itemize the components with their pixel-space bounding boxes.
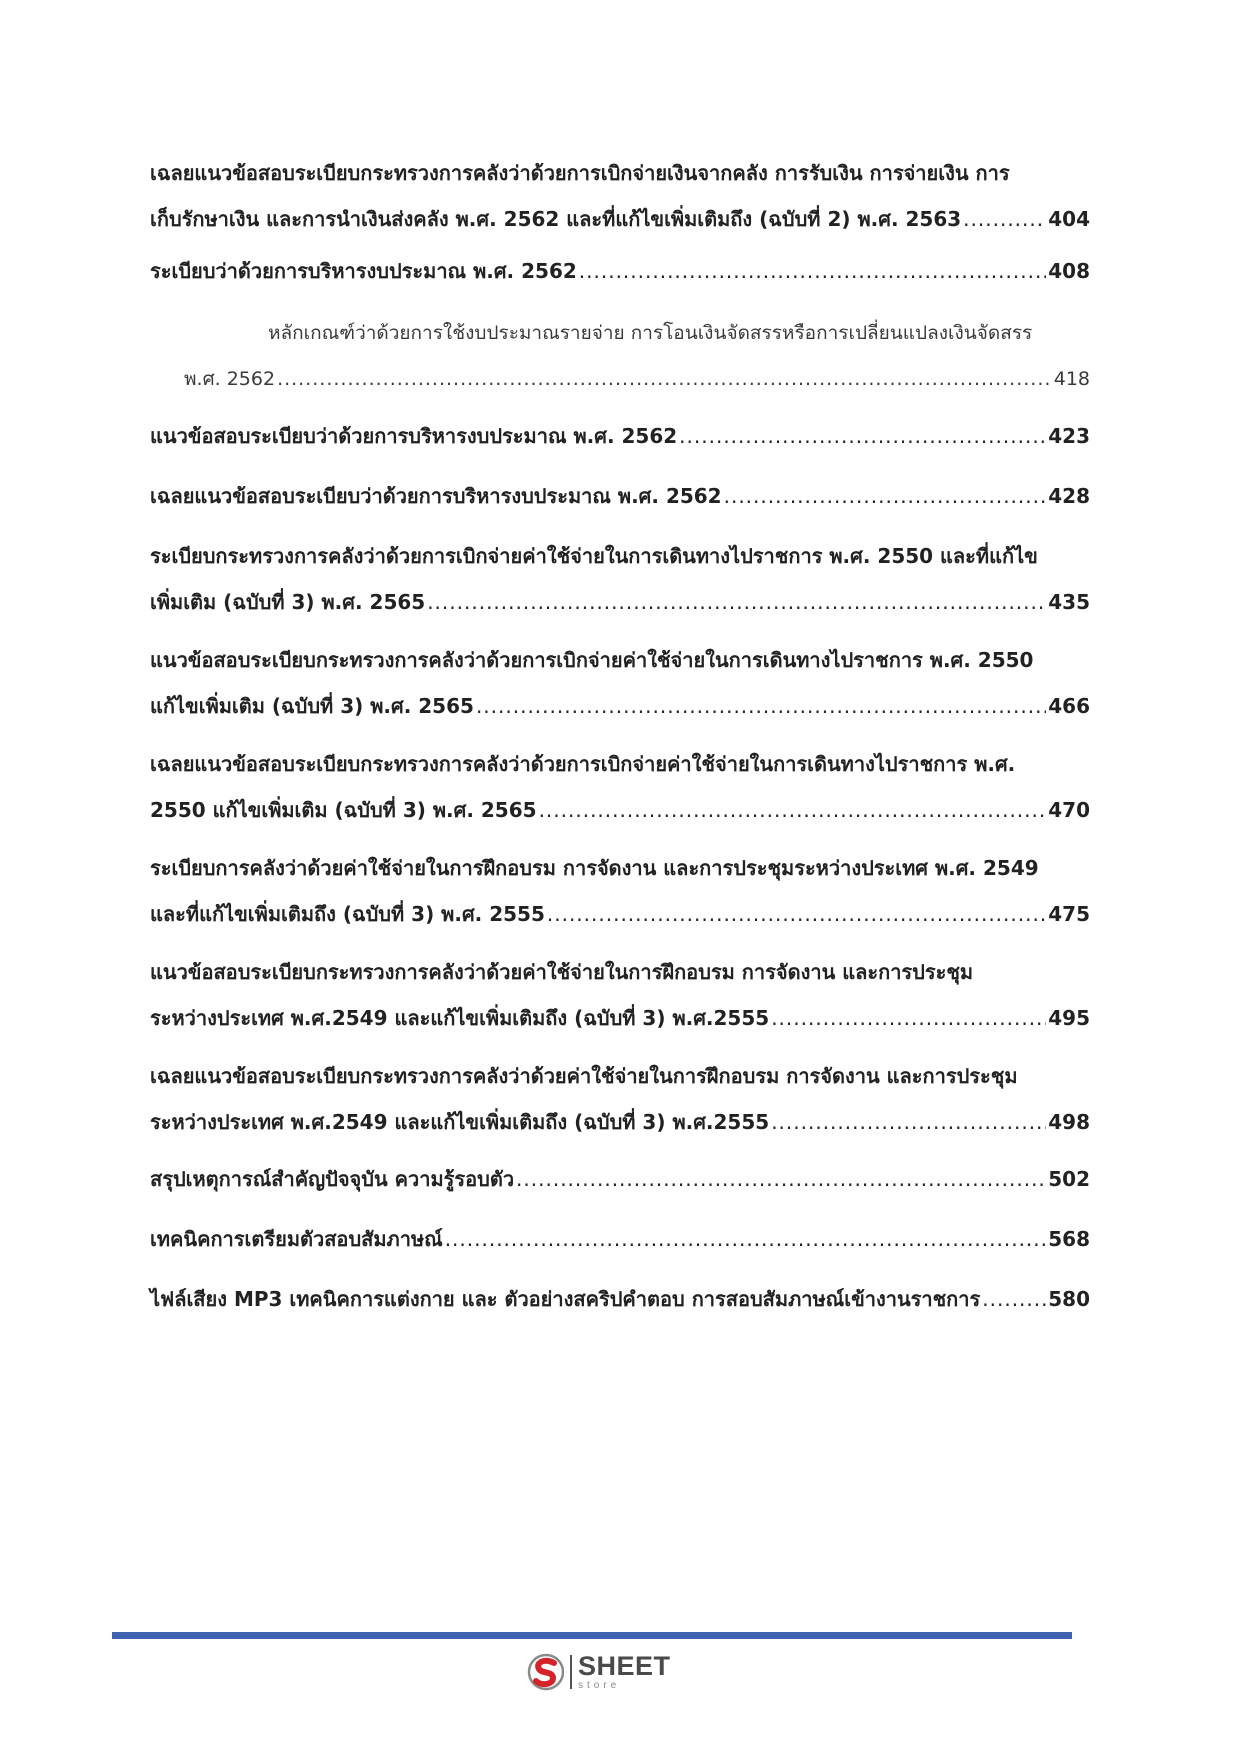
toc-entry-title: เก็บรักษาเงิน และการนำเงินส่งคลัง พ.ศ. 2562 และที่แก้ไขเพิ่มเติมถึง (ฉบับที่ 2) พ.ศ. 2563 bbox=[150, 207, 962, 231]
toc-entry-title: 2550 แก้ไขเพิ่มเติม (ฉบับที่ 3) พ.ศ. 2565 bbox=[150, 798, 537, 822]
dot-leader bbox=[982, 1276, 1046, 1322]
toc-page-number: 435 bbox=[1048, 590, 1090, 614]
toc-entry-title: ไฟล์เสียง MP3 เทคนิคการแต่งกาย และ ตัวอย่างสคริปคำตอบ การสอบสัมภาษณ์เข้างานราชการ bbox=[150, 1287, 981, 1311]
dot-leader bbox=[427, 579, 1046, 625]
dot-leader bbox=[963, 196, 1046, 242]
footer-rule bbox=[112, 1632, 1072, 1639]
toc-page-number: 428 bbox=[1048, 484, 1090, 508]
dot-leader bbox=[476, 683, 1046, 729]
toc-entry[interactable] bbox=[150, 248, 1090, 294]
toc-entry-line: เฉลยแนวข้อสอบระเบียบกระทรวงการคลังว่าด้วยการเบิกจ่ายค่าใช้จ่ายในการเดินทางไปราชการ พ.ศ. bbox=[150, 752, 1016, 776]
logo-divider bbox=[570, 1655, 572, 1689]
toc-entry[interactable] bbox=[150, 413, 1090, 459]
toc-page-number: 418 bbox=[1053, 368, 1090, 390]
toc-entry-line: แนวข้อสอบระเบียบกระทรวงการคลังว่าด้วยการเบิกจ่ายค่าใช้จ่ายในการเดินทางไปราชการ พ.ศ. 2550 bbox=[150, 648, 1034, 672]
toc-entry[interactable] bbox=[150, 949, 1090, 1041]
toc-entry[interactable] bbox=[150, 150, 1090, 242]
dot-leader bbox=[539, 787, 1047, 833]
toc-entry[interactable] bbox=[150, 741, 1090, 833]
toc-entry[interactable] bbox=[150, 637, 1090, 729]
toc-entry[interactable] bbox=[150, 473, 1090, 519]
toc-entry-title: แก้ไขเพิ่มเติม (ฉบับที่ 3) พ.ศ. 2565 bbox=[150, 694, 474, 718]
toc-entry-title: และที่แก้ไขเพิ่มเติมถึง (ฉบับที่ 3) พ.ศ. 2555 bbox=[150, 902, 545, 926]
toc-entry-line: แนวข้อสอบระเบียบกระทรวงการคลังว่าด้วยค่าใช้จ่ายในการฝึกอบรม การจัดงาน และการประชุม bbox=[150, 960, 974, 984]
toc-entry[interactable] bbox=[150, 1216, 1090, 1262]
toc-entry-line: เฉลยแนวข้อสอบระเบียบกระทรวงการคลังว่าด้วยค่าใช้จ่ายในการฝึกอบรม การจัดงาน และการประชุม bbox=[150, 1064, 1018, 1088]
dot-leader bbox=[547, 891, 1046, 937]
dot-leader bbox=[771, 1099, 1046, 1145]
toc-entry-line: ระเบียบการคลังว่าด้วยค่าใช้จ่ายในการฝึกอบรม การจัดงาน และการประชุมระหว่างประเทศ พ.ศ. 2549 bbox=[150, 856, 1039, 880]
toc-page-number: 408 bbox=[1048, 259, 1090, 283]
toc-entry[interactable] bbox=[150, 845, 1090, 937]
toc-entry-title: เพิ่มเติม (ฉบับที่ 3) พ.ศ. 2565 bbox=[150, 590, 426, 614]
toc-entry[interactable] bbox=[150, 1156, 1090, 1202]
toc-page-number: 495 bbox=[1048, 1006, 1090, 1030]
dot-leader bbox=[771, 995, 1046, 1041]
toc-entry-title: แนวข้อสอบระเบียบว่าด้วยการบริหารงบประมาณ พ.ศ. 2562 bbox=[150, 424, 678, 448]
footer-logo bbox=[526, 1650, 671, 1694]
toc-entry[interactable] bbox=[150, 1276, 1090, 1322]
dot-leader bbox=[445, 1216, 1047, 1262]
toc-entry-title: ระเบียบว่าด้วยการบริหารงบประมาณ พ.ศ. 2562 bbox=[150, 259, 577, 283]
toc-page-number: 580 bbox=[1048, 1287, 1090, 1311]
toc-entry-line: เฉลยแนวข้อสอบระเบียบกระทรวงการคลังว่าด้วยการเบิกจ่ายเงินจากคลัง การรับเงิน การจ่ายเงิน การ bbox=[150, 161, 1010, 185]
toc-entry-line: ระเบียบกระทรวงการคลังว่าด้วยการเบิกจ่ายค่าใช้จ่ายในการเดินทางไปราชการ พ.ศ. 2550 และที่แก้ไข bbox=[150, 544, 1038, 568]
toc-entry-line: หลักเกณฑ์ว่าด้วยการใช้งบประมาณรายจ่าย การโอนเงินจัดสรรหรือการเปลี่ยนแปลงเงินจัดสรร bbox=[268, 322, 1033, 344]
toc-entry-title: เทคนิคการเตรียมตัวสอบสัมภาษณ์ bbox=[150, 1227, 443, 1251]
dot-leader bbox=[516, 1156, 1046, 1202]
toc-page-number: 404 bbox=[1048, 207, 1090, 231]
toc-subentry[interactable] bbox=[150, 310, 1090, 402]
toc-page-number: 502 bbox=[1048, 1167, 1090, 1191]
toc-entry-title: ระหว่างประเทศ พ.ศ.2549 และแก้ไขเพิ่มเติมถึง (ฉบับที่ 3) พ.ศ.2555 bbox=[150, 1110, 770, 1134]
toc-page-number: 475 bbox=[1048, 902, 1090, 926]
toc-entry-title: สรุปเหตุการณ์สำคัญปัจจุบัน ความรู้รอบตัว bbox=[150, 1167, 515, 1191]
toc-entry-title: เฉลยแนวข้อสอบระเบียบว่าด้วยการบริหารงบประมาณ พ.ศ. 2562 bbox=[150, 484, 722, 508]
toc-page-number: 466 bbox=[1048, 694, 1090, 718]
toc-entry-title: พ.ศ. 2562 bbox=[184, 368, 276, 390]
toc-entry-title: ระหว่างประเทศ พ.ศ.2549 และแก้ไขเพิ่มเติมถึง (ฉบับที่ 3) พ.ศ.2555 bbox=[150, 1006, 770, 1030]
logo-subword: store bbox=[578, 1680, 621, 1691]
toc-page-number: 498 bbox=[1048, 1110, 1090, 1134]
toc-page-number: 470 bbox=[1048, 798, 1090, 822]
dot-leader bbox=[277, 356, 1052, 402]
logo-wordmark bbox=[578, 1653, 671, 1691]
dot-leader bbox=[724, 473, 1047, 519]
sheet-store-s-logo-icon bbox=[526, 1652, 566, 1692]
logo-word: SHEET bbox=[578, 1651, 671, 1681]
toc-entry[interactable] bbox=[150, 1053, 1090, 1145]
dot-leader bbox=[679, 413, 1046, 459]
toc-page-number: 568 bbox=[1048, 1227, 1090, 1251]
toc-page-number: 423 bbox=[1048, 424, 1090, 448]
toc-entry[interactable] bbox=[150, 533, 1090, 625]
dot-leader bbox=[579, 248, 1046, 294]
